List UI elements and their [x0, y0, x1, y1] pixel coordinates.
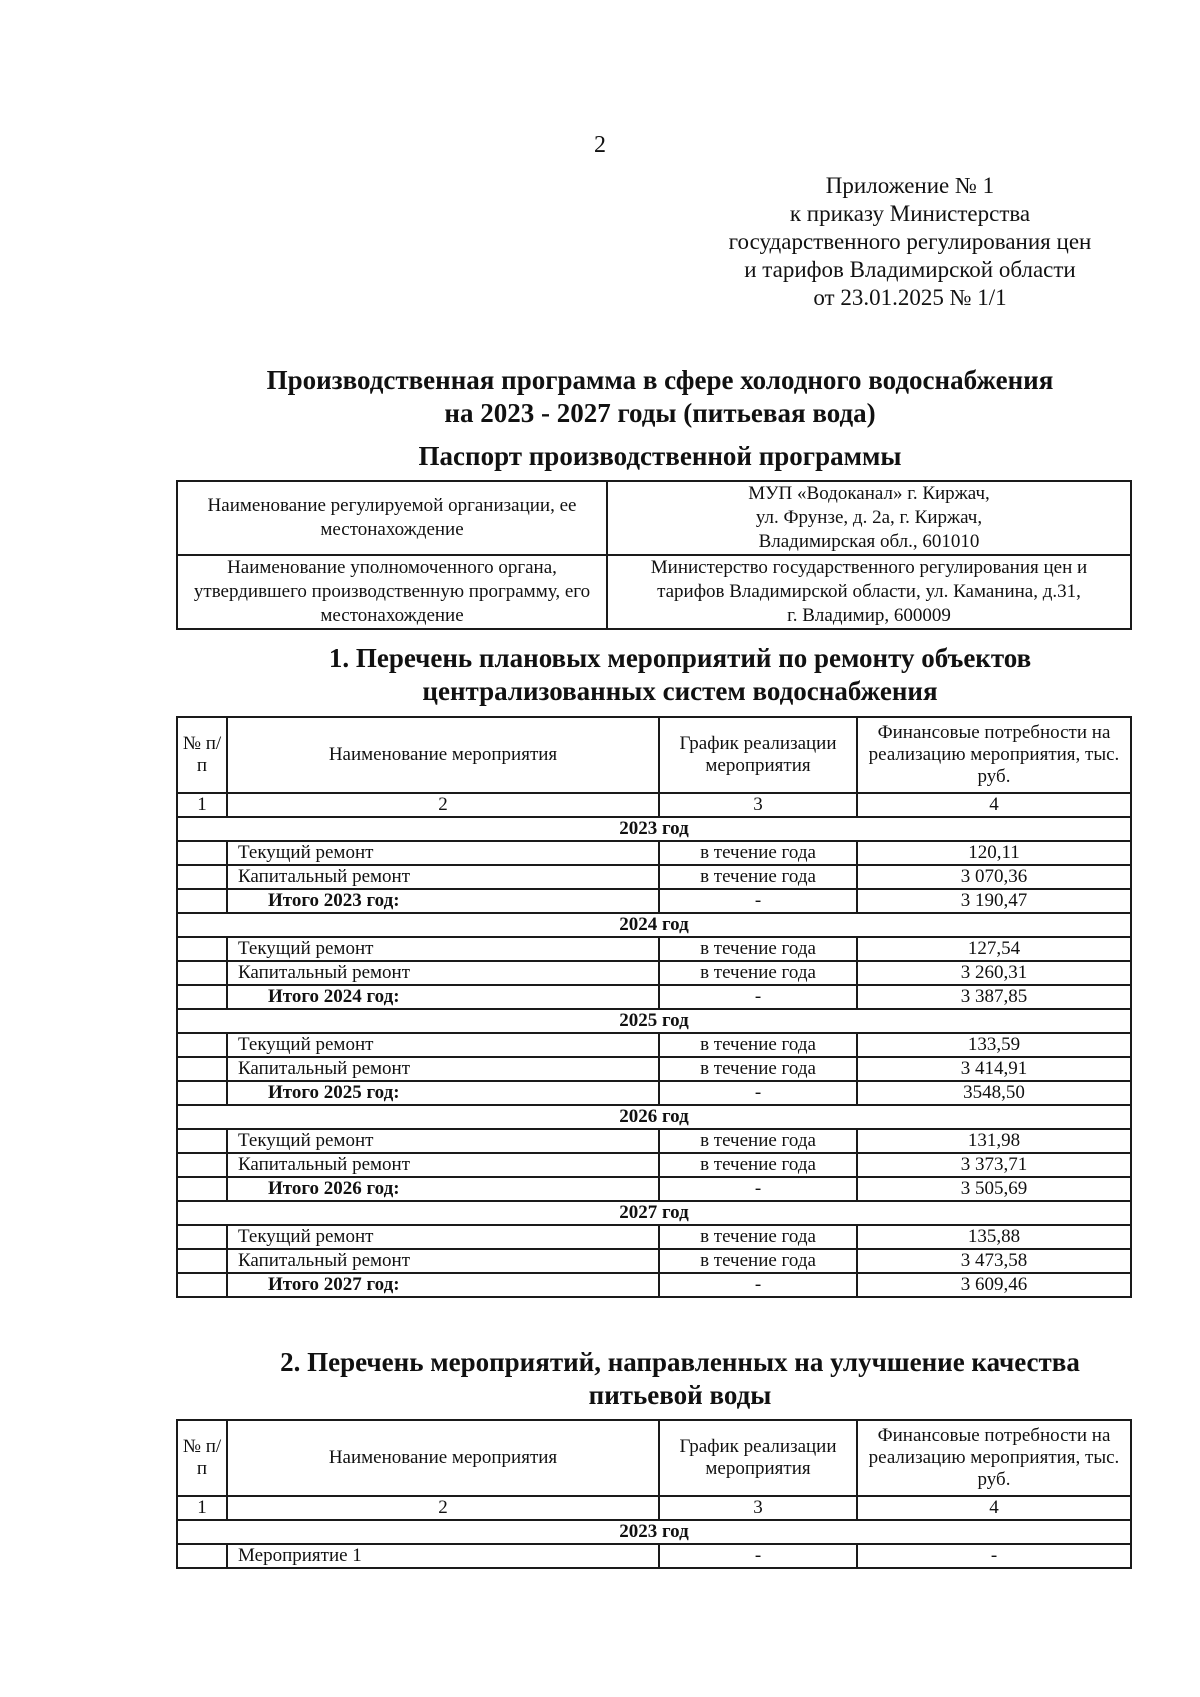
column-number-row: [177, 1496, 1131, 1520]
total-schedule: -: [659, 1081, 857, 1105]
year-row: [177, 913, 1131, 937]
table-row: [177, 1153, 1131, 1177]
item-schedule: в течение года: [659, 1129, 857, 1153]
header-cell: № п/п: [177, 1420, 227, 1496]
header-cell: График реализации мероприятия: [659, 1420, 857, 1496]
column-number: 4: [857, 793, 1131, 817]
column-number: 2: [227, 793, 659, 817]
header-cell: Финансовые потребности на реализацию мероприятия, тыс. руб.: [857, 1420, 1131, 1496]
item-schedule: в течение года: [659, 1057, 857, 1081]
year-label: 2023 год: [177, 1520, 1131, 1544]
year-row: [177, 1009, 1131, 1033]
column-number: 3: [659, 1496, 857, 1520]
table-row: [177, 1033, 1131, 1057]
table-row: [177, 937, 1131, 961]
section-title-line: 2. Перечень мероприятий, направленных на улучшение качества: [280, 1347, 1080, 1377]
row-number: [177, 1249, 227, 1273]
water-quality-table: [176, 1419, 1132, 1569]
year-row: [177, 1520, 1131, 1544]
row-number: [177, 889, 227, 913]
total-row: [177, 1081, 1131, 1105]
repair-plan-table: [176, 716, 1132, 1298]
item-amount: 120,11: [857, 841, 1131, 865]
row-number: [177, 937, 227, 961]
passport-value-line: МУП «Водоканал» г. Киржач,: [748, 483, 990, 504]
total-schedule: -: [659, 1273, 857, 1297]
section1-title: [180, 642, 1180, 708]
item-schedule: -: [659, 1544, 857, 1568]
title-line: Производственная программа в сфере холодного водоснабжения: [266, 365, 1054, 395]
header-cell: Наименование мероприятия: [227, 1420, 659, 1496]
total-schedule: -: [659, 985, 857, 1009]
column-number: 4: [857, 1496, 1131, 1520]
item-amount: 3 373,71: [857, 1153, 1131, 1177]
total-name: Итого 2027 год:: [227, 1273, 659, 1297]
row-number: [177, 961, 227, 985]
total-schedule: -: [659, 889, 857, 913]
total-amount: 3 505,69: [857, 1177, 1131, 1201]
year-label: 2024 год: [177, 913, 1131, 937]
total-row: [177, 985, 1131, 1009]
title-line: на 2023 - 2027 годы (питьевая вода): [444, 398, 876, 428]
year-label: 2026 год: [177, 1105, 1131, 1129]
item-name: Капитальный ремонт: [227, 1057, 659, 1081]
total-amount: 3548,50: [857, 1081, 1131, 1105]
table-row: [177, 1129, 1131, 1153]
table-row: [177, 1544, 1131, 1568]
item-amount: 135,88: [857, 1225, 1131, 1249]
passport-label: Наименование уполномоченного органа, утвердившего производственную программу, его местонахождение: [177, 555, 607, 629]
passport-row: [177, 555, 1131, 629]
table-header-row: [177, 1420, 1131, 1496]
total-name: Итого 2023 год:: [227, 889, 659, 913]
table-row: [177, 865, 1131, 889]
column-number: 1: [177, 793, 227, 817]
item-name: Капитальный ремонт: [227, 1249, 659, 1273]
item-amount: 3 414,91: [857, 1057, 1131, 1081]
column-number-row: [177, 793, 1131, 817]
item-name: Капитальный ремонт: [227, 865, 659, 889]
item-name: Текущий ремонт: [227, 1033, 659, 1057]
item-schedule: в течение года: [659, 841, 857, 865]
row-number: [177, 1129, 227, 1153]
row-number: [177, 1081, 227, 1105]
table-row: [177, 1225, 1131, 1249]
row-number: [177, 1153, 227, 1177]
item-name: Капитальный ремонт: [227, 1153, 659, 1177]
section2-title: [180, 1346, 1180, 1412]
item-amount: 3 473,58: [857, 1249, 1131, 1273]
row-number: [177, 1033, 227, 1057]
item-schedule: в течение года: [659, 865, 857, 889]
section-title-line: 1. Перечень плановых мероприятий по ремонту объектов: [328, 643, 1032, 673]
table-header-row: [177, 717, 1131, 793]
total-row: [177, 889, 1131, 913]
passport-row: [177, 481, 1131, 555]
table-row: [177, 841, 1131, 865]
item-name: Текущий ремонт: [227, 1129, 659, 1153]
item-name: Мероприятие 1: [227, 1544, 659, 1568]
passport-value-line: Владимирская обл., 601010: [758, 531, 980, 552]
passport-title: Паспорт производственной программы: [418, 441, 902, 471]
row-number: [177, 1544, 227, 1568]
table-row: [177, 1057, 1131, 1081]
column-number: 1: [177, 1496, 227, 1520]
table-row: [177, 961, 1131, 985]
item-schedule: в течение года: [659, 1225, 857, 1249]
header-cell: Наименование мероприятия: [227, 717, 659, 793]
row-number: [177, 865, 227, 889]
item-schedule: в течение года: [659, 1033, 857, 1057]
passport-value-line: тарифов Владимирской области, ул. Каманина, д.31,: [657, 581, 1081, 602]
page-number: 2: [594, 132, 606, 158]
total-amount: 3 387,85: [857, 985, 1131, 1009]
item-schedule: в течение года: [659, 1249, 857, 1273]
section-title-line: питьевой воды: [588, 1380, 772, 1410]
appendix-block: [700, 172, 1120, 312]
table-row: [177, 1249, 1131, 1273]
passport-value-line: г. Владимир, 600009: [787, 605, 951, 626]
passport-value: [607, 555, 1131, 629]
year-row: [177, 1201, 1131, 1225]
appendix-line: государственного регулирования цен: [728, 229, 1092, 254]
row-number: [177, 841, 227, 865]
total-schedule: -: [659, 1177, 857, 1201]
item-amount: 3 070,36: [857, 865, 1131, 889]
row-number: [177, 985, 227, 1009]
appendix-line: Приложение № 1: [825, 173, 995, 198]
total-row: [177, 1177, 1131, 1201]
passport-value: [607, 481, 1131, 555]
year-label: 2027 год: [177, 1201, 1131, 1225]
item-name: Текущий ремонт: [227, 937, 659, 961]
appendix-line: от 23.01.2025 № 1/1: [813, 285, 1007, 310]
column-number: 2: [227, 1496, 659, 1520]
row-number: [177, 1177, 227, 1201]
total-row: [177, 1273, 1131, 1297]
year-label: 2023 год: [177, 817, 1131, 841]
document-title: [160, 364, 1160, 430]
item-schedule: в течение года: [659, 1153, 857, 1177]
appendix-line: к приказу Министерства: [789, 201, 1031, 226]
row-number: [177, 1273, 227, 1297]
header-cell: График реализации мероприятия: [659, 717, 857, 793]
total-amount: 3 190,47: [857, 889, 1131, 913]
item-amount: -: [857, 1544, 1131, 1568]
passport-value-line: ул. Фрунзе, д. 2а, г. Киржач,: [755, 507, 983, 528]
row-number: [177, 1225, 227, 1249]
item-schedule: в течение года: [659, 937, 857, 961]
item-amount: 127,54: [857, 937, 1131, 961]
item-amount: 133,59: [857, 1033, 1131, 1057]
passport-value-line: Министерство государственного регулирования цен и: [650, 557, 1088, 578]
item-amount: 3 260,31: [857, 961, 1131, 985]
header-cell: Финансовые потребности на реализацию мероприятия, тыс. руб.: [857, 717, 1131, 793]
item-name: Текущий ремонт: [227, 841, 659, 865]
item-name: Капитальный ремонт: [227, 961, 659, 985]
section-title-line: централизованных систем водоснабжения: [422, 676, 938, 706]
year-row: [177, 817, 1131, 841]
row-number: [177, 1057, 227, 1081]
header-cell: № п/п: [177, 717, 227, 793]
item-name: Текущий ремонт: [227, 1225, 659, 1249]
item-amount: 131,98: [857, 1129, 1131, 1153]
total-name: Итого 2024 год:: [227, 985, 659, 1009]
year-row: [177, 1105, 1131, 1129]
total-name: Итого 2025 год:: [227, 1081, 659, 1105]
total-name: Итого 2026 год:: [227, 1177, 659, 1201]
total-amount: 3 609,46: [857, 1273, 1131, 1297]
passport-table: [176, 480, 1132, 630]
year-label: 2025 год: [177, 1009, 1131, 1033]
passport-label: Наименование регулируемой организации, ее местонахождение: [177, 481, 607, 555]
item-schedule: в течение года: [659, 961, 857, 985]
appendix-line: и тарифов Владимирской области: [744, 257, 1076, 282]
column-number: 3: [659, 793, 857, 817]
